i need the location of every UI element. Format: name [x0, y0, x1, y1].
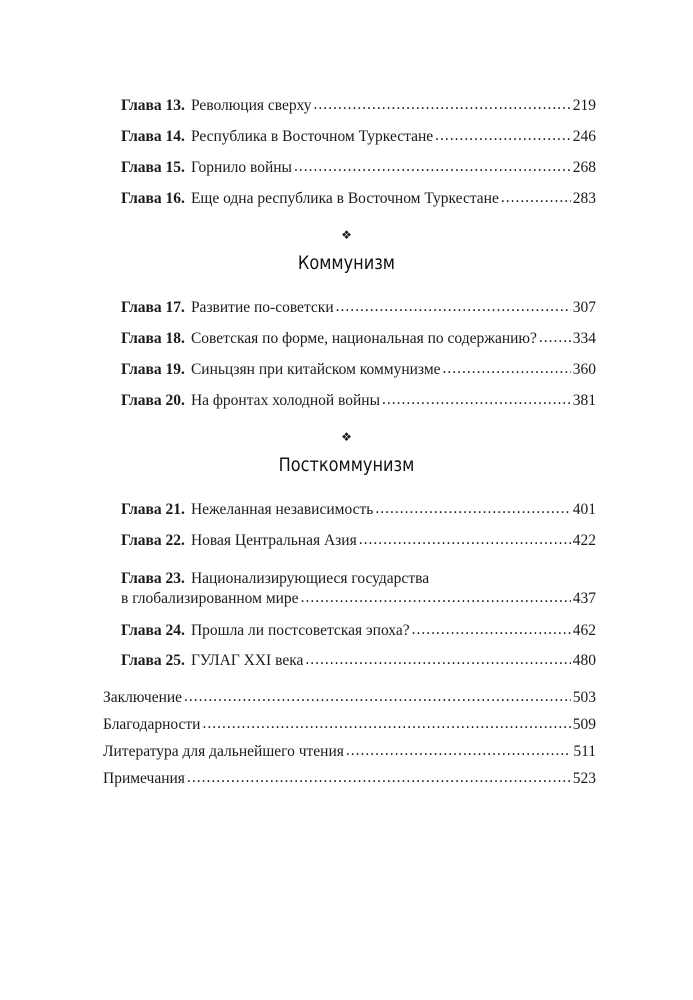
leader-dots [375, 499, 570, 519]
entry-title: Литература для дальнейшего чтения [103, 743, 344, 760]
chapter-label: Глава 19. [121, 361, 185, 378]
page-number: 246 [572, 128, 596, 145]
chapter-title: Нежеланная независимость [190, 501, 374, 518]
toc-entry-chapter-17[interactable] [121, 298, 596, 318]
leader-dots [184, 687, 571, 707]
leader-dots [443, 359, 571, 379]
leader-dots [305, 650, 570, 670]
entry-title: Примечания [103, 770, 185, 787]
leader-dots [501, 188, 571, 208]
leader-dots [382, 390, 571, 410]
chapter-label: Глава 22. [121, 532, 185, 549]
chapter-title: Развитие по-советски [190, 299, 334, 316]
toc-entry-chapter-21[interactable] [121, 500, 596, 520]
page-number: 268 [572, 159, 596, 176]
toc-entry-chapter-22[interactable] [121, 531, 596, 551]
page-number: 219 [572, 97, 596, 114]
leader-dots [314, 95, 571, 115]
toc-entry-acknowledgements[interactable] [103, 715, 596, 735]
chapter-label: Глава 14. [121, 128, 185, 145]
chapter-title: Советская по форме, национальная по содержанию? [190, 330, 537, 347]
toc-entry-further-reading[interactable] [103, 742, 596, 762]
toc-entry-chapter-25[interactable] [121, 651, 596, 671]
chapter-title: ГУЛАГ XXI века [190, 652, 304, 669]
section-title-communism: Коммунизм [297, 252, 395, 274]
page-number: 437 [572, 590, 596, 607]
toc-entry-chapter-19[interactable] [121, 360, 596, 380]
toc-entry-chapter-20[interactable] [121, 391, 596, 411]
toc-entry-conclusion[interactable] [103, 688, 596, 708]
ornament-icon: ❖ [341, 228, 352, 242]
chapter-label: Глава 25. [121, 652, 185, 669]
chapter-title-continuation: в глобализированном мире [121, 590, 299, 607]
page-number: 462 [572, 622, 596, 639]
toc-entry-chapter-13[interactable] [121, 96, 596, 116]
leader-dots [346, 741, 571, 761]
entry-title: Благодарности [103, 716, 201, 733]
leader-dots [359, 530, 571, 550]
leader-dots [301, 588, 571, 608]
leader-dots [202, 714, 570, 734]
section-title-postcommunism: Посткоммунизм [278, 454, 415, 476]
chapter-title: Синьцзян при китайском коммунизме [190, 361, 441, 378]
page-number: 307 [572, 299, 596, 316]
chapter-label: Глава 17. [121, 299, 185, 316]
chapter-title: На фронтах холодной войны [190, 392, 381, 409]
chapter-title: Горнило войны [190, 159, 292, 176]
chapter-title: Новая Центральная Азия [190, 532, 357, 549]
page-number: 523 [572, 770, 596, 787]
ornament-icon: ❖ [341, 430, 352, 444]
page-number: 360 [572, 361, 596, 378]
toc-entry-notes[interactable] [103, 769, 596, 789]
chapter-title-line1 [121, 569, 429, 589]
leader-dots [187, 768, 571, 788]
page-number: 401 [572, 501, 596, 518]
chapter-label: Глава 23. [121, 570, 185, 587]
chapter-title: Еще одна республика в Восточном Туркестане [190, 190, 499, 207]
page-number: 503 [572, 689, 596, 706]
page-number: 509 [572, 716, 596, 733]
page-number: 422 [572, 532, 596, 549]
toc-entry-chapter-14[interactable] [121, 127, 596, 147]
chapter-title-line2 [121, 589, 596, 609]
leader-dots [412, 620, 571, 640]
chapter-title: Прошла ли постсоветская эпоха? [190, 622, 410, 639]
entry-title: Заключение [103, 689, 183, 706]
chapter-title: Республика в Восточном Туркестане [190, 128, 434, 145]
chapter-label: Глава 20. [121, 392, 185, 409]
toc-entry-chapter-18[interactable] [121, 329, 596, 349]
toc-entry-chapter-15[interactable] [121, 158, 596, 178]
chapter-title: Революция сверху [190, 97, 312, 114]
chapter-label: Глава 18. [121, 330, 185, 347]
chapter-label: Глава 24. [121, 622, 185, 639]
leader-dots [336, 297, 571, 317]
page-number: 283 [572, 190, 596, 207]
chapter-title: Национализирующиеся государства [190, 570, 430, 587]
chapter-label: Глава 16. [121, 190, 185, 207]
chapter-label: Глава 21. [121, 501, 185, 518]
leader-dots [294, 157, 571, 177]
page-number: 381 [572, 392, 596, 409]
leader-dots [539, 328, 571, 348]
leader-dots [435, 126, 571, 146]
page-number: 480 [572, 652, 596, 669]
toc-entry-chapter-16[interactable] [121, 189, 596, 209]
chapter-label: Глава 15. [121, 159, 185, 176]
toc-entry-chapter-24[interactable] [121, 621, 596, 641]
chapter-label: Глава 13. [121, 97, 185, 114]
page-number: 334 [572, 330, 596, 347]
page-number: 511 [573, 743, 596, 760]
